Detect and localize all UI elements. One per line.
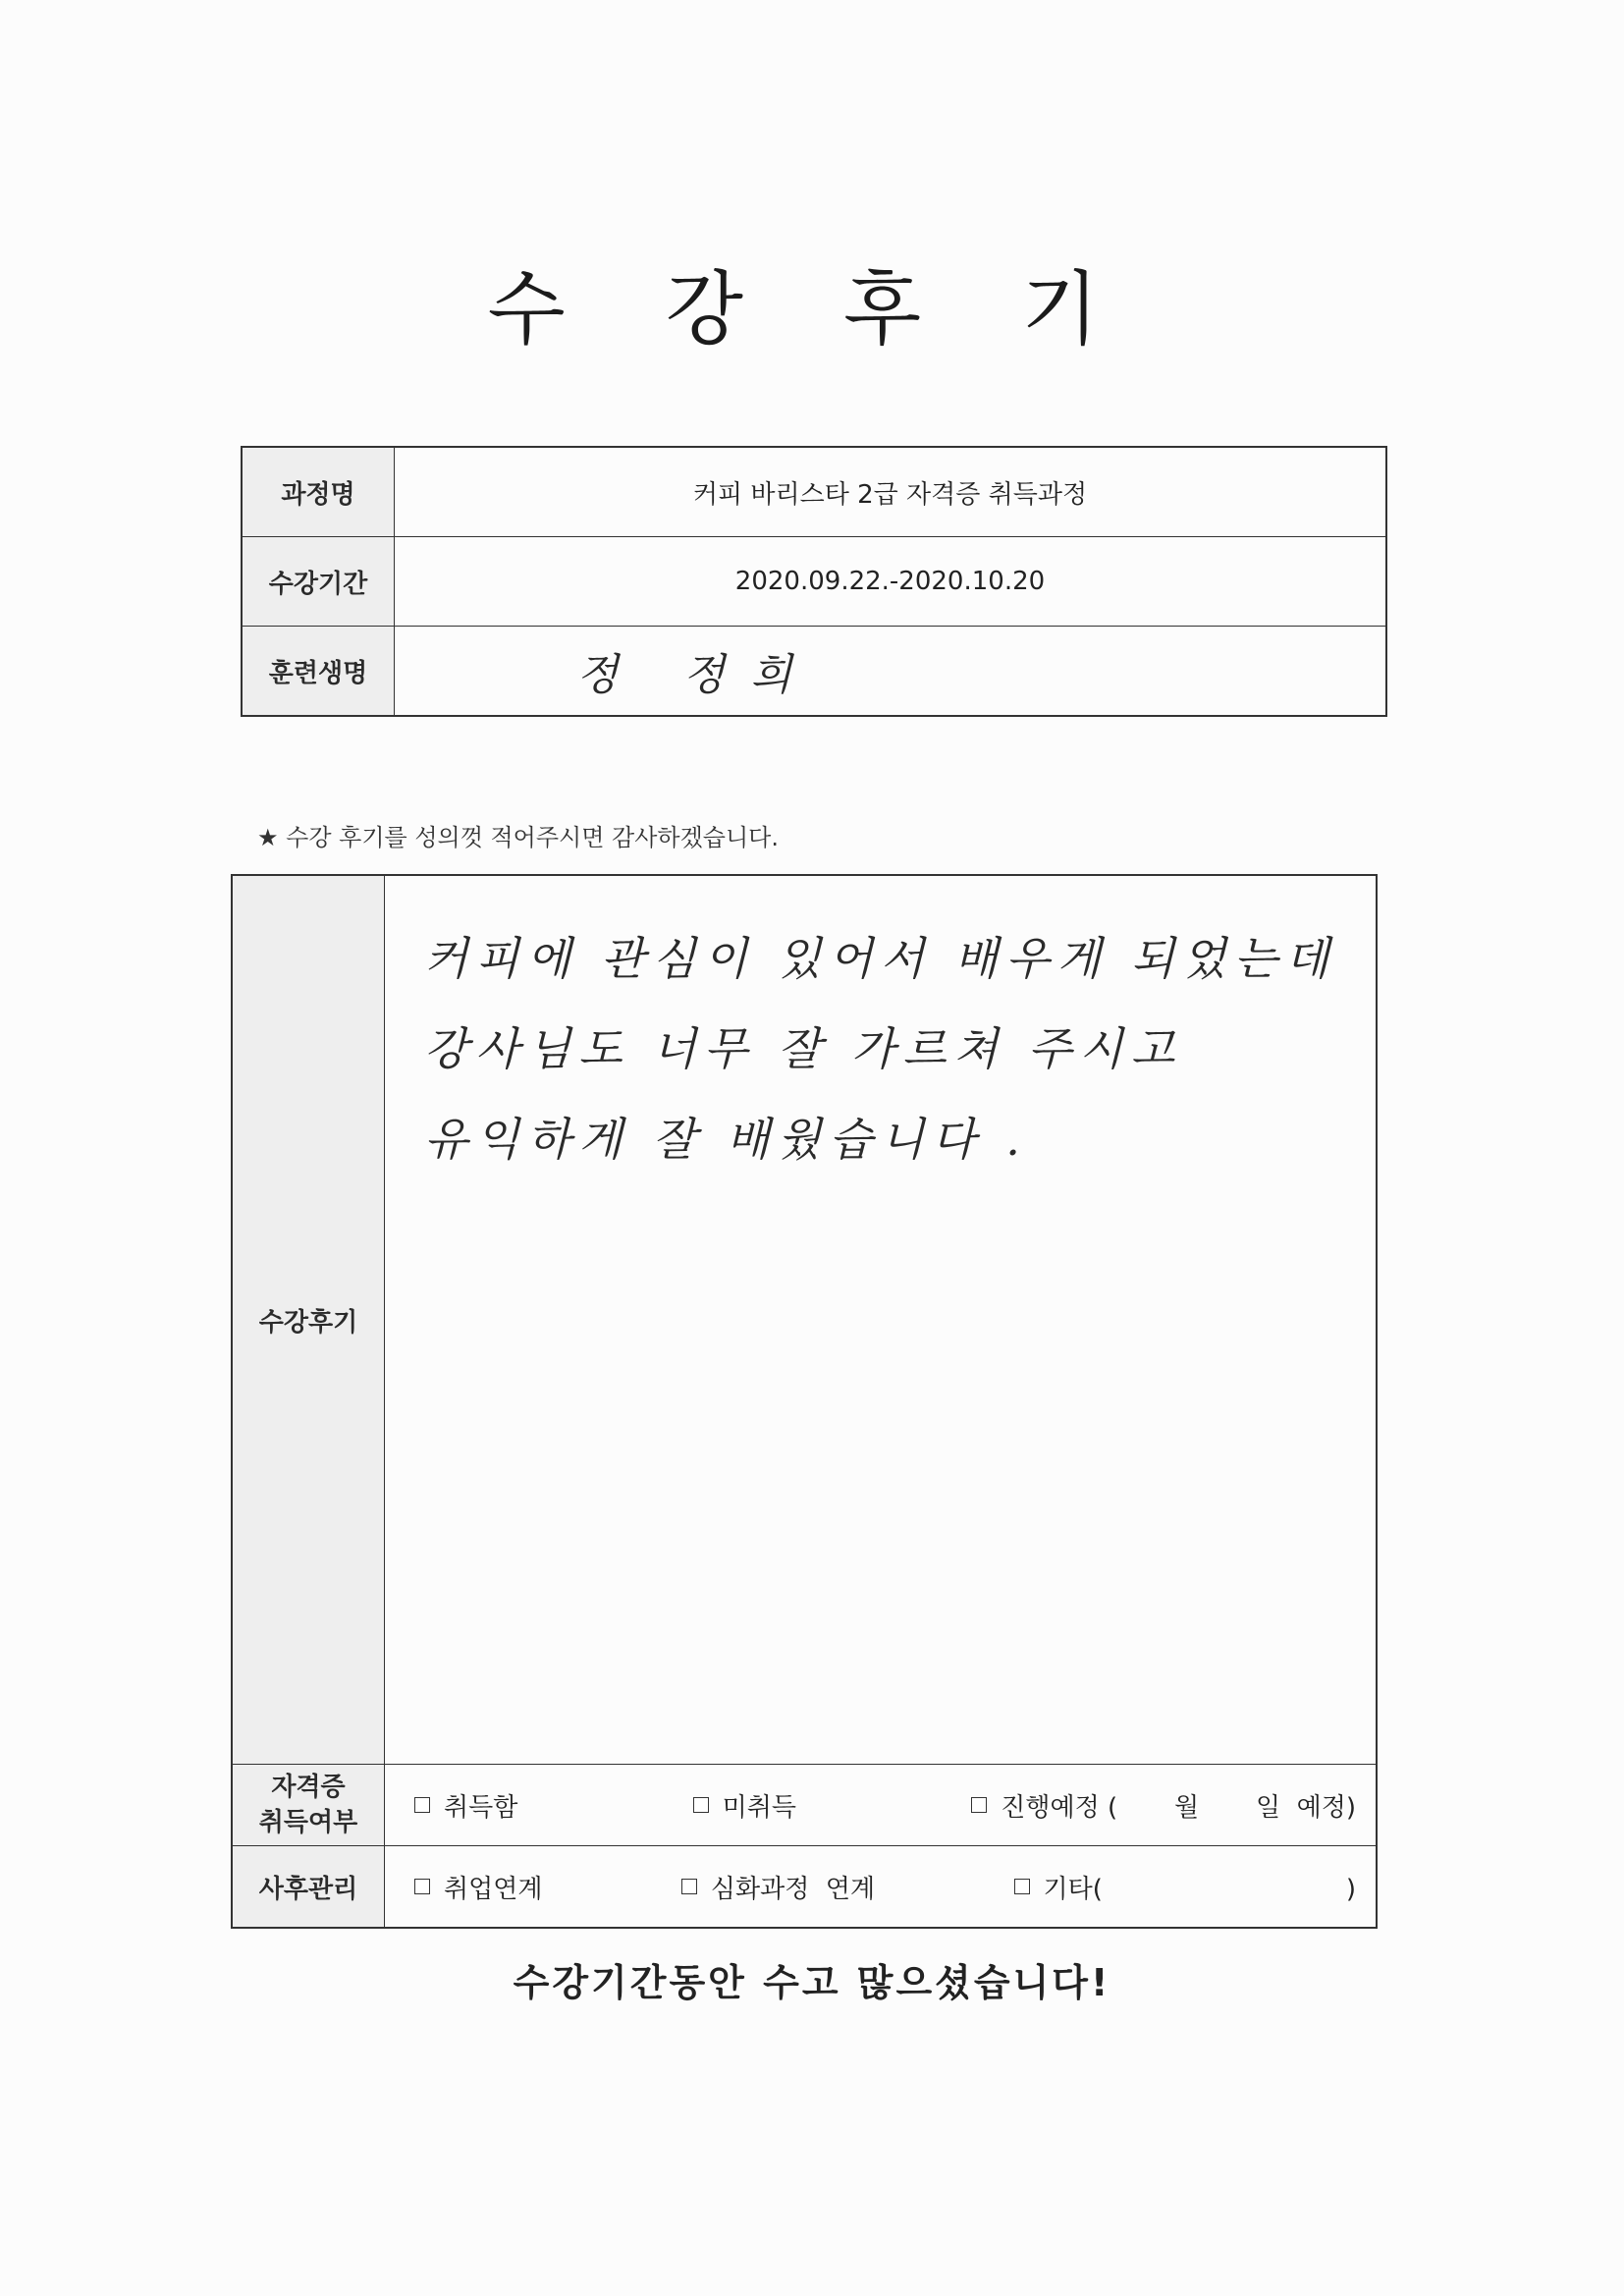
certificate-label	[232, 1765, 385, 1846]
aftercare-label: 사후관리	[232, 1846, 385, 1929]
review-label: 수강후기	[232, 875, 385, 1765]
checkbox-icon[interactable]	[681, 1879, 697, 1894]
course-row	[242, 447, 1386, 537]
instruction-note: ★ 수강 후기를 성의껏 적어주시면 감사하겠습니다.	[257, 824, 779, 851]
aftercare-row	[232, 1846, 1377, 1929]
page-title: 수 강 후 기	[487, 263, 1137, 356]
aftercare-options	[385, 1846, 1378, 1929]
trainee-value	[395, 627, 1387, 717]
checkbox-icon[interactable]	[414, 1879, 430, 1894]
review-line: 강사님도 너무 잘 가르쳐 주시고	[424, 1022, 1183, 1075]
period-value: 2020.09.22.-2020.10.20	[395, 537, 1387, 627]
aftercare-option-advanced[interactable]	[681, 1869, 875, 1905]
closing-message: 수강기간동안 수고 많으셨습니다!	[513, 1961, 1111, 2004]
checkbox-icon[interactable]	[1014, 1879, 1030, 1894]
certificate-option-acquired[interactable]	[414, 1787, 517, 1824]
trainee-label: 훈련생명	[242, 627, 395, 717]
certificate-option-not-acquired[interactable]	[693, 1787, 796, 1824]
review-line: 커피에 관심이 있어서 배우게 되었는데	[424, 932, 1337, 985]
course-value: 커피 바리스타 2급 자격증 취득과정	[395, 447, 1387, 537]
certificate-options	[385, 1765, 1378, 1846]
trainee-name-handwriting: 정 정희	[576, 650, 818, 700]
checkbox-icon[interactable]	[693, 1797, 709, 1813]
certificate-label-line1: 자격증	[271, 1773, 346, 1802]
aftercare-option-label: 취업연계	[444, 1874, 543, 1904]
checkbox-icon[interactable]	[414, 1797, 430, 1813]
certificate-option-planned[interactable]	[971, 1787, 1356, 1824]
review-body	[385, 875, 1378, 1765]
review-line: 유익하게 잘 배웠습니다 .	[424, 1113, 1028, 1166]
trainee-row	[242, 627, 1386, 717]
certificate-option-label: 취득함	[444, 1792, 518, 1823]
review-table	[231, 874, 1378, 1929]
certificate-label-line2: 취득여부	[258, 1808, 358, 1837]
checkbox-icon[interactable]	[971, 1797, 987, 1813]
certificate-option-label: 미취득	[722, 1792, 796, 1823]
period-row	[242, 537, 1386, 627]
course-label: 과정명	[242, 447, 395, 537]
review-row	[232, 875, 1377, 1765]
course-info-table	[241, 446, 1387, 717]
aftercare-option-other[interactable]	[1014, 1869, 1356, 1905]
certificate-row	[232, 1765, 1377, 1846]
period-label: 수강기간	[242, 537, 395, 627]
aftercare-option-employment[interactable]	[414, 1869, 542, 1905]
certificate-option-label: 진행예정 ( 월 일 예정)	[1001, 1792, 1356, 1823]
aftercare-option-label: 기타( )	[1043, 1874, 1356, 1904]
aftercare-option-label: 심화과정 연계	[710, 1874, 876, 1904]
